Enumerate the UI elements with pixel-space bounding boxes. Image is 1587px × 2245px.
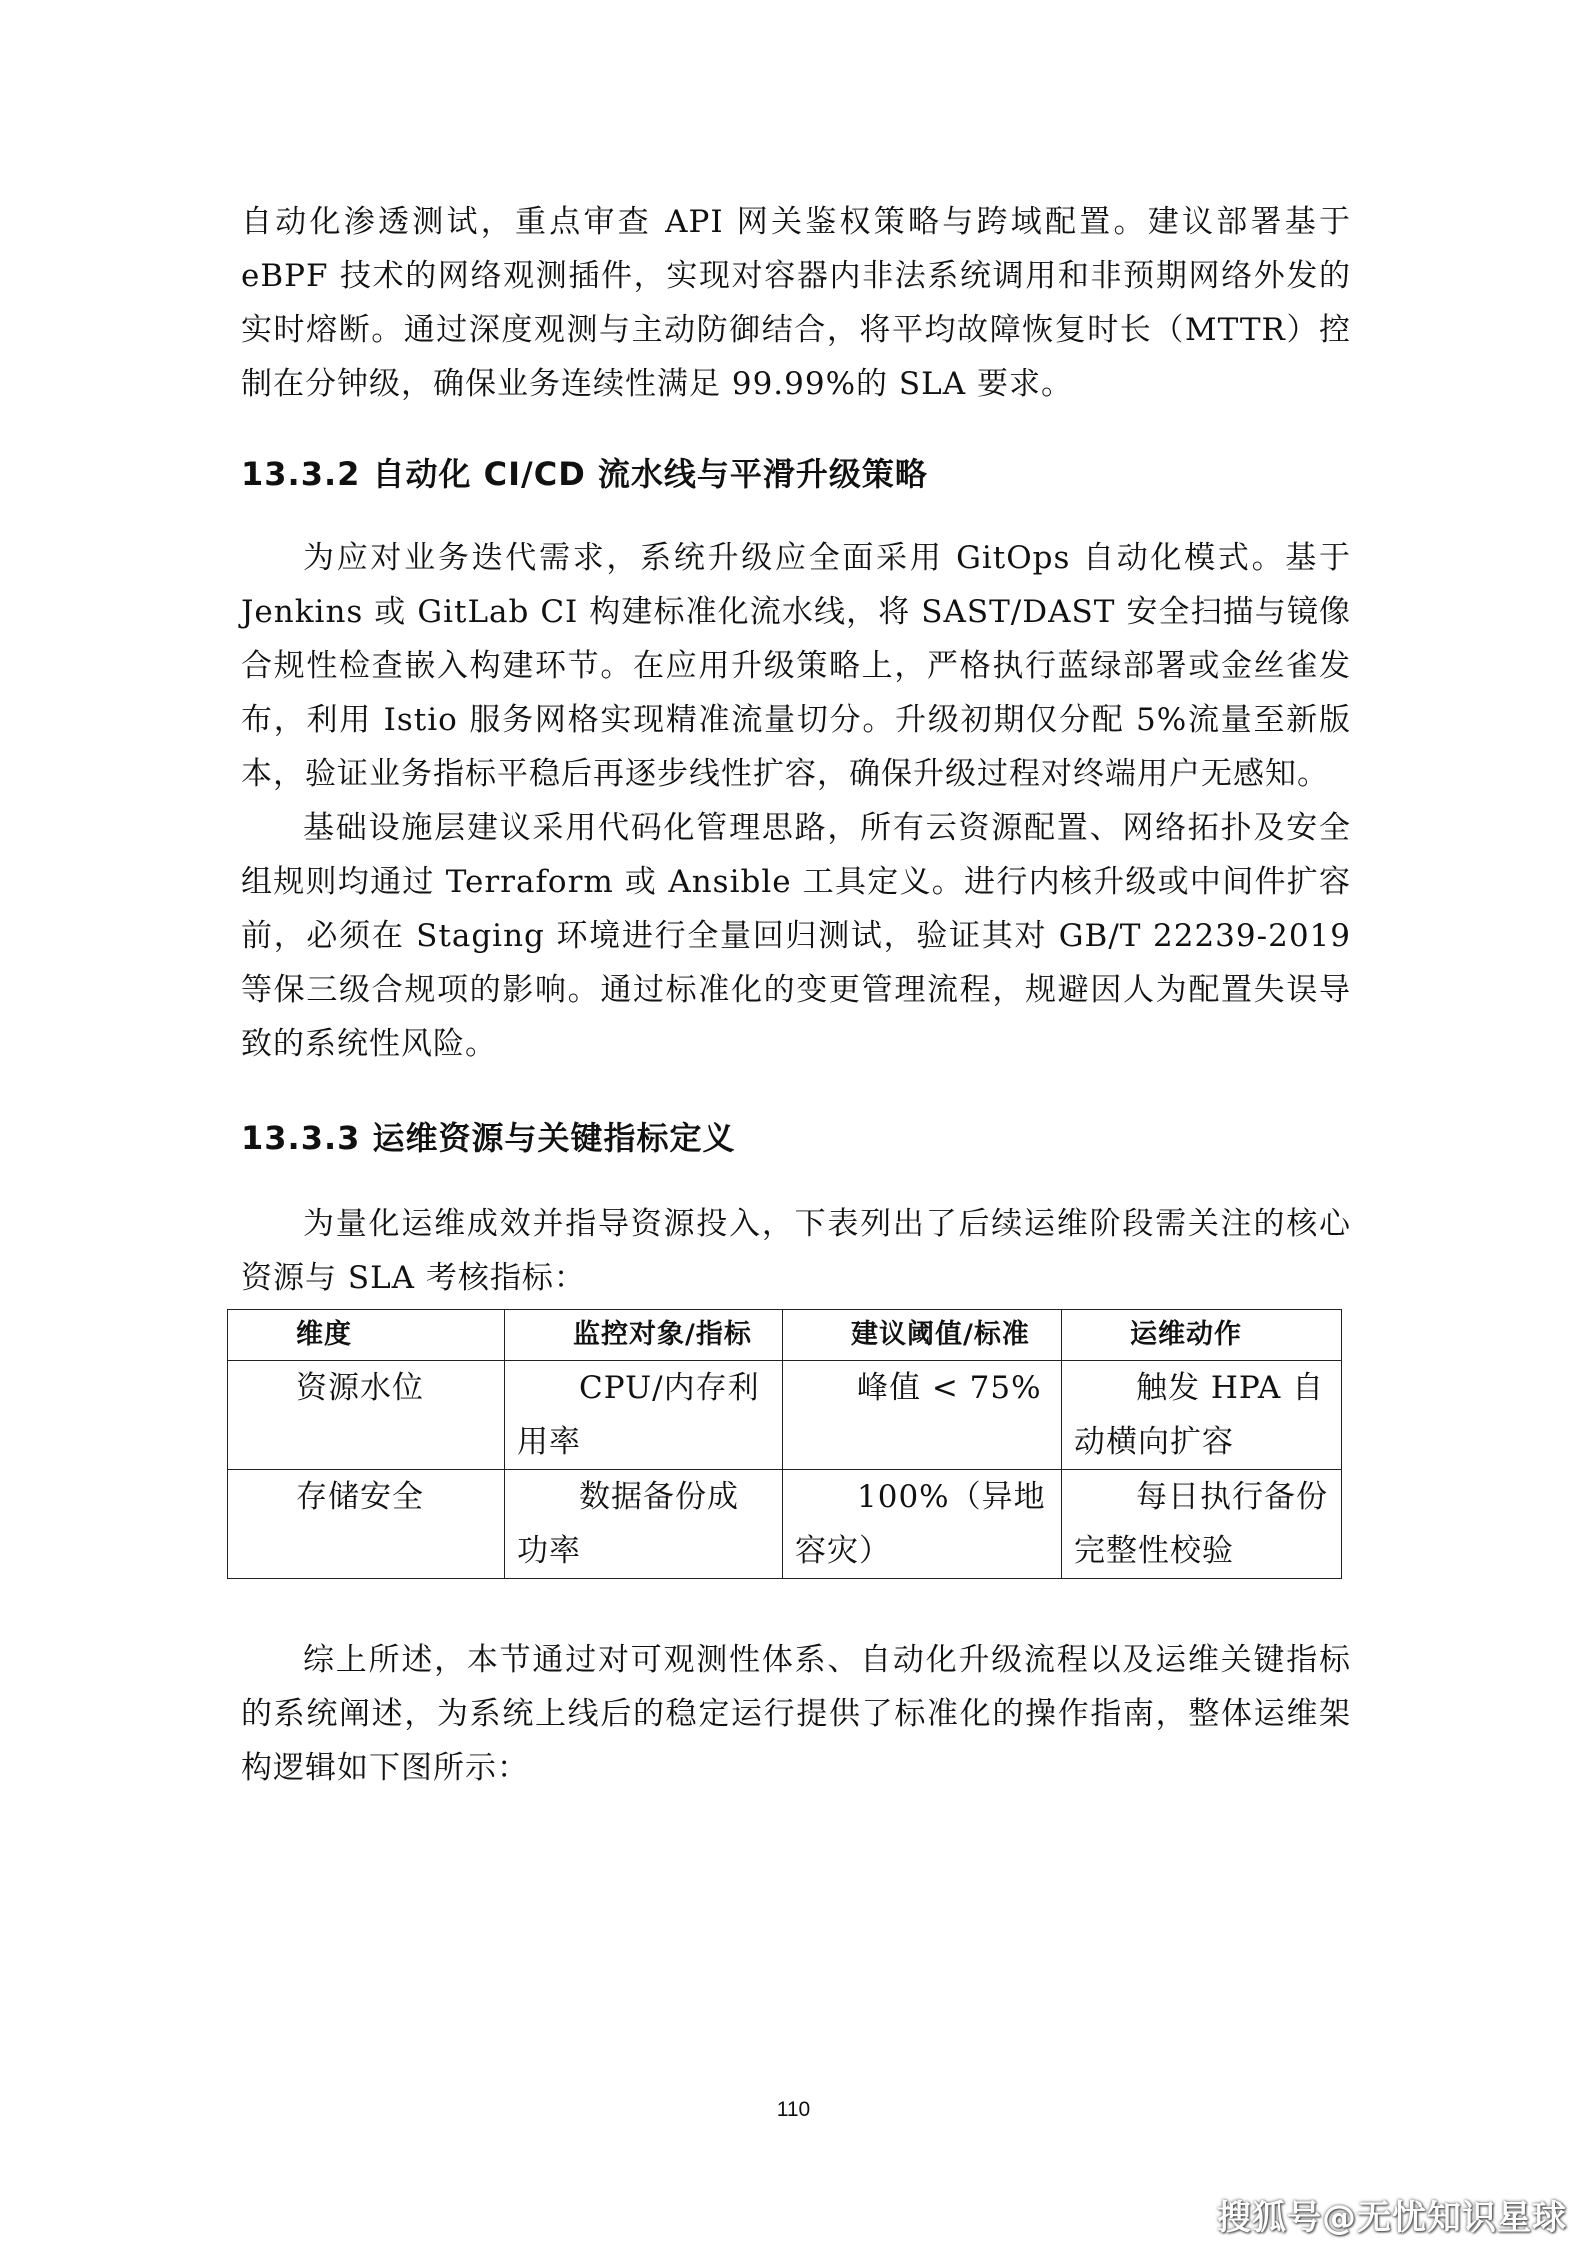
body-paragraph: 基础设施层建议采用代码化管理思路，所有云资源配置、网络拓扑及安全组规则均通过 Terraform 或 Ansible 工具定义。进行内核升级或中间件扩容前，必须在 Staging 环境进行全量回归测试，验证其对 GB/T 22239-2019 等保三级合规项的影响。通过标准化的变更管理流程，规避因人为配置失误导致的系统性风险。 xyxy=(241,810,1351,1062)
page-number: 110 xyxy=(776,2098,811,2121)
intro-paragraph: 自动化渗透测试，重点审查 API 网关鉴权策略与跨域配置。建议部署基于 eBPF 技术的网络观测插件，实现对容器内非法系统调用和非预期网络外发的实时熔断。通过深度观测与主动防御结合，将平均故障恢复时长（MTTR）控制在分钟级，确保业务连续性满足 99.99%的 SLA 要求。 xyxy=(241,204,1351,402)
table-cell: 数据备份成功率 xyxy=(505,1470,783,1579)
table-header-cell: 运维动作 xyxy=(1062,1310,1342,1361)
metrics-table xyxy=(227,1309,1342,1579)
section-heading-13-3-2: 13.3.2 自动化 CI/CD 流水线与平滑升级策略 xyxy=(241,455,928,493)
page-content xyxy=(241,195,1351,1795)
table-cell: 峰值 < 75% xyxy=(783,1361,1062,1470)
table-cell: 100%（异地容灾） xyxy=(783,1470,1062,1579)
table-row xyxy=(228,1470,1342,1579)
table-header-cell: 维度 xyxy=(228,1310,505,1361)
table-cell: 资源水位 xyxy=(228,1361,505,1470)
table-cell: CPU/内存利用率 xyxy=(505,1361,783,1470)
watermark: 搜狐号@无忧知识星球 xyxy=(1217,2198,1567,2238)
section-heading-13-3-3: 13.3.3 运维资源与关键指标定义 xyxy=(241,1119,736,1157)
summary-paragraph: 综上所述，本节通过对可观测性体系、自动化升级流程以及运维关键指标的系统阐述，为系统上线后的稳定运行提供了标准化的操作指南，整体运维架构逻辑如下图所示： xyxy=(241,1642,1351,1786)
table-cell: 触发 HPA 自动横向扩容 xyxy=(1062,1361,1342,1470)
table-intro-paragraph: 为量化运维成效并指导资源投入，下表列出了后续运维阶段需关注的核心资源与 SLA 考核指标： xyxy=(241,1206,1351,1296)
table-header-cell: 监控对象/指标 xyxy=(505,1310,783,1361)
table-header-row xyxy=(228,1310,1342,1361)
table-cell: 每日执行备份完整性校验 xyxy=(1062,1470,1342,1579)
table-row xyxy=(228,1361,1342,1470)
body-paragraph: 为应对业务迭代需求，系统升级应全面采用 GitOps 自动化模式。基于 Jenkins 或 GitLab CI 构建标准化流水线，将 SAST/DAST 安全扫描与镜像合规性检查嵌入构建环节。在应用升级策略上，严格执行蓝绿部署或金丝雀发布，利用 Istio 服务网格实现精准流量切分。升级初期仅分配 5%流量至新版本，验证业务指标平稳后再逐步线性扩容，确保升级过程对终端用户无感知。 xyxy=(241,540,1351,792)
table-header-cell: 建议阈值/标准 xyxy=(783,1310,1062,1361)
table-cell: 存储安全 xyxy=(228,1470,505,1579)
